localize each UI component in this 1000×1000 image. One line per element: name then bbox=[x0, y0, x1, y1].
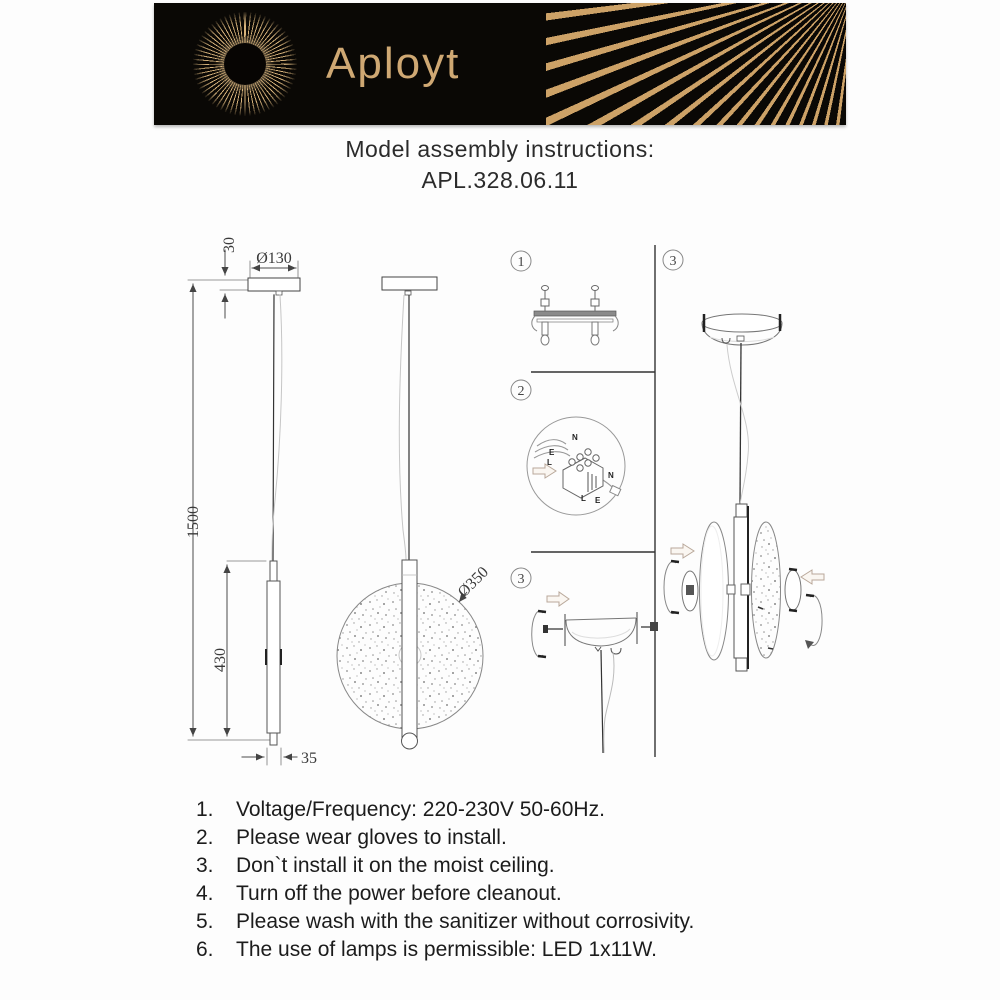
arrow-left-icon bbox=[801, 570, 824, 584]
list-item bbox=[196, 824, 694, 852]
item-text: Please wear gloves to install. bbox=[236, 826, 507, 849]
dim-lamp-width: 35 bbox=[301, 750, 317, 767]
page-title: Model assembly instructions: bbox=[345, 136, 655, 162]
lock-ring-right bbox=[785, 570, 801, 610]
list-item bbox=[196, 880, 694, 908]
svg-text:3: 3 bbox=[669, 254, 677, 269]
wire-label-l-left: L bbox=[547, 458, 552, 467]
item-number: 1. bbox=[196, 798, 214, 821]
wire-label-e-bottom: E bbox=[595, 496, 601, 505]
step-1-diagram bbox=[511, 251, 618, 345]
brand-name: Aployt bbox=[326, 39, 461, 88]
item-number: 6. bbox=[196, 938, 214, 961]
item-number: 3. bbox=[196, 854, 214, 877]
step-2-diagram bbox=[511, 380, 625, 515]
svg-text:3: 3 bbox=[517, 572, 525, 587]
step-3-exploded-view bbox=[663, 250, 824, 671]
lamp-tube-front bbox=[402, 560, 417, 740]
brand-header bbox=[154, 3, 846, 125]
list-item bbox=[196, 936, 694, 964]
starburst-core bbox=[224, 43, 266, 85]
dim-canopy-offset: 30 bbox=[221, 237, 238, 253]
rotate-arrow-icon bbox=[532, 611, 543, 657]
arrow-right-icon bbox=[547, 592, 569, 606]
drawing-side-view bbox=[185, 237, 317, 767]
instruction-list bbox=[196, 796, 694, 964]
svg-text:2: 2 bbox=[517, 384, 525, 399]
canopy-front bbox=[382, 277, 437, 290]
ray-decoration bbox=[546, 3, 846, 125]
item-text: Don`t install it on the moist ceiling. bbox=[236, 854, 555, 877]
lamp-bar-inner bbox=[267, 581, 280, 733]
title-block bbox=[0, 136, 1000, 194]
lamp-tube-tip bbox=[402, 733, 418, 749]
step-3-diagram bbox=[511, 568, 658, 753]
disc-back bbox=[700, 522, 729, 660]
list-item bbox=[196, 908, 694, 936]
dim-lamp-height: 430 bbox=[212, 648, 229, 672]
arrow-right-icon bbox=[533, 464, 556, 478]
item-text: Please wash with the sanitizer without corrosivity. bbox=[236, 910, 695, 933]
dim-shade-diameter: Ø350 bbox=[454, 563, 492, 601]
dim-canopy-diameter: Ø130 bbox=[256, 250, 292, 267]
item-text: The use of lamps is permissible: LED 1x11W. bbox=[236, 938, 657, 961]
dim-overall-height: 1500 bbox=[185, 506, 202, 538]
list-item bbox=[196, 796, 694, 824]
item-number: 2. bbox=[196, 826, 214, 849]
wire-label-l-bottom: L bbox=[581, 494, 586, 503]
rotate-arrow-icon bbox=[810, 596, 822, 646]
svg-text:1: 1 bbox=[517, 255, 525, 270]
model-number: APL.328.06.11 bbox=[421, 167, 579, 193]
wire-label-n-top: N bbox=[572, 433, 578, 442]
arrow-right-icon bbox=[671, 544, 694, 558]
drawing-front-view bbox=[337, 277, 492, 749]
item-number: 5. bbox=[196, 910, 214, 933]
rotate-arrow-icon bbox=[664, 562, 676, 614]
item-number: 4. bbox=[196, 882, 214, 905]
list-item bbox=[196, 852, 694, 880]
disc-front-speckled bbox=[752, 522, 781, 658]
item-text: Turn off the power before cleanout. bbox=[236, 882, 562, 905]
wire-label-n-right: N bbox=[608, 471, 614, 480]
item-text: Voltage/Frequency: 220-230V 50-60Hz. bbox=[236, 798, 605, 821]
canopy-side bbox=[248, 278, 300, 291]
wire-label-e-left: E bbox=[549, 448, 555, 457]
